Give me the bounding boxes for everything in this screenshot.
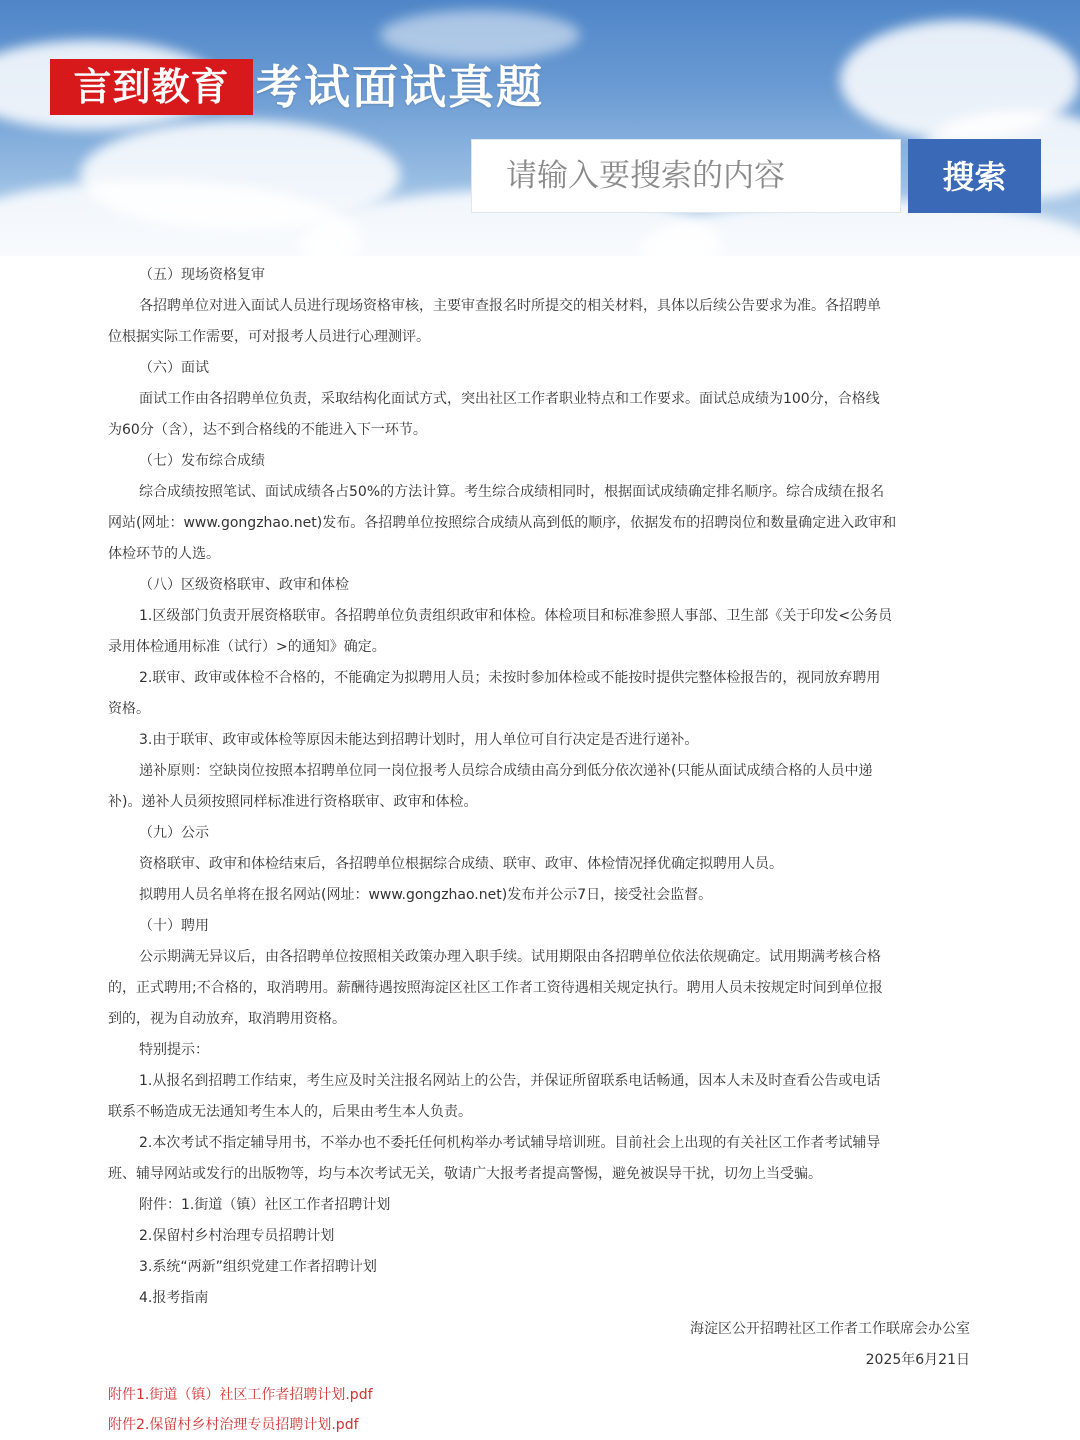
paragraph-line: 各招聘单位对进入面试人员进行现场资格审核，主要审查报名时所提交的相关材料，具体以后续公告要求为准。各招聘单 — [139, 298, 881, 314]
paragraph-line: 递补原则：空缺岗位按照本招聘单位同一岗位报考人员综合成绩由高分到低分依次递补(只能从面试成绩合格的人员中递 — [139, 763, 873, 779]
paragraph-line: （七）发布综合成绩 — [139, 453, 265, 469]
paragraph-line: （六）面试 — [139, 360, 209, 376]
paragraph-line: 综合成绩按照笔试、面试成绩各占50%的方法计算。考生综合成绩相同时，根据面试成绩确定排名顺序。综合成绩在报名 — [139, 484, 885, 500]
paragraph-line: （五）现场资格复审 — [139, 267, 265, 283]
paragraph-line: （九）公示 — [139, 825, 209, 841]
paragraph-line: 附件：1.街道（镇）社区工作者招聘计划 — [139, 1197, 391, 1213]
paragraph-line: 1.从报名到招聘工作结束，考生应及时关注报名网站上的公告，并保证所留联系电话畅通，因本人未及时查看公告或电话 — [139, 1073, 881, 1089]
paragraph-line: （八）区级资格联审、政审和体检 — [139, 577, 349, 593]
paragraph-line: 2.本次考试不指定辅导用书，不举办也不委托任何机构举办考试辅导培训班。目前社会上出现的有关社区工作者考试辅导 — [139, 1135, 881, 1151]
paragraph-line: 位根据实际工作需要，可对报考人员进行心理测评。 — [108, 329, 430, 345]
attachment-link[interactable]: 附件1.街道（镇）社区工作者招聘计划.pdf — [108, 1387, 373, 1403]
paragraph-line: 面试工作由各招聘单位负责，采取结构化面试方式，突出社区工作者职业特点和工作要求。面试总成绩为100分，合格线 — [139, 391, 880, 407]
signature: 海淀区公开招聘社区工作者工作联席会办公室 — [690, 1321, 970, 1337]
header-banner — [0, 0, 1080, 256]
search-input[interactable] — [472, 140, 900, 212]
paragraph-line: （十）聘用 — [139, 918, 209, 934]
paragraph-line: 到的，视为自动放弃，取消聘用资格。 — [108, 1011, 346, 1027]
paragraph-line: 1.区级部门负责开展资格联审。各招聘单位负责组织政审和体检。体检项目和标准参照人事部、卫生部《关于印发<公务员 — [139, 608, 893, 624]
paragraph-line: 资格联审、政审和体检结束后，各招聘单位根据综合成绩、联审、政审、体检情况择优确定拟聘用人员。 — [139, 856, 783, 872]
paragraph-line: 拟聘用人员名单将在报名网站(网址：www.gongzhao.net)发布并公示7日，接受社会监督。 — [139, 887, 713, 903]
paragraph-line: 的，正式聘用;不合格的，取消聘用。薪酬待遇按照海淀区社区工作者工资待遇相关规定执行。聘用人员未按规定时间到单位报 — [108, 980, 883, 996]
document-text — [108, 260, 970, 1314]
paragraph-line: 2.保留村乡村治理专员招聘计划 — [139, 1228, 335, 1244]
search-button[interactable]: 搜索 — [908, 139, 1041, 213]
paragraph-line: 补)。递补人员须按照同样标准进行资格联审、政审和体检。 — [108, 794, 478, 810]
paragraph-line: 3.由于联审、政审或体检等原因未能达到招聘计划时，用人单位可自行决定是否进行递补。 — [139, 732, 699, 748]
search-box — [471, 139, 901, 213]
paragraph-line: 班、辅导网站或发行的出版物等，均与本次考试无关，敬请广大报考者提高警惕，避免被误导干扰，切勿上当受骗。 — [108, 1166, 822, 1182]
paragraph-line: 特别提示： — [139, 1042, 209, 1058]
paragraph-line: 为60分（含），达不到合格线的不能进入下一环节。 — [108, 422, 427, 438]
paragraph-line: 录用体检通用标准（试行）>的通知》确定。 — [108, 639, 386, 655]
paragraph-line: 公示期满无异议后，由各招聘单位按照相关政策办理入职手续。试用期限由各招聘单位依法依规确定。试用期满考核合格 — [139, 949, 881, 965]
date: 2025年6月21日 — [865, 1352, 970, 1368]
page-title: 考试面试真题 — [256, 60, 544, 114]
paragraph-line: 联系不畅造成无法通知考生本人的，后果由考生本人负责。 — [108, 1104, 472, 1120]
paragraph-line: 3.系统“两新”组织党建工作者招聘计划 — [139, 1259, 377, 1275]
document-body — [108, 260, 970, 1440]
brand-logo: 言到教育 — [50, 59, 253, 115]
paragraph-line: 体检环节的人选。 — [108, 546, 220, 562]
paragraph-line: 2.联审、政审或体检不合格的，不能确定为拟聘用人员；未按时参加体检或不能按时提供完整体检报告的，视同放弃聘用 — [139, 670, 881, 686]
paragraph-line: 4.报考指南 — [139, 1290, 209, 1306]
attachment-link[interactable]: 附件2.保留村乡村治理专员招聘计划.pdf — [108, 1417, 359, 1433]
paragraph-line: 资格。 — [108, 701, 150, 717]
paragraph-line: 网站(网址：www.gongzhao.net)发布。各招聘单位按照综合成绩从高到低的顺序，依据发布的招聘岗位和数量确定进入政审和 — [108, 515, 897, 531]
